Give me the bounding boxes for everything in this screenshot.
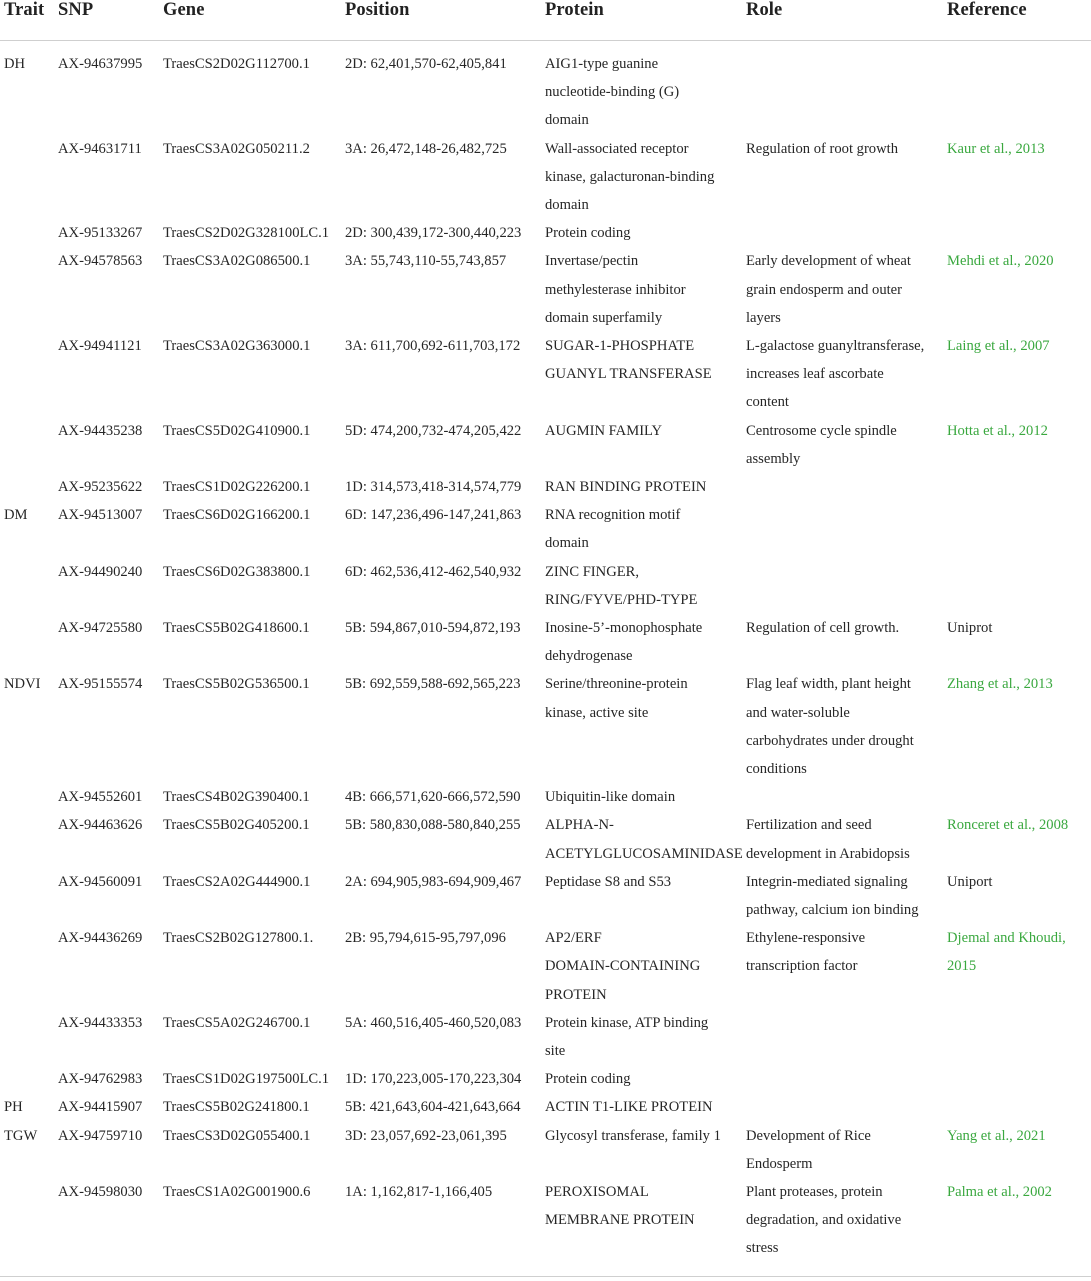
header-gene: Gene (163, 0, 205, 20)
protein-cell-line: Ubiquitin-like domain (545, 789, 676, 806)
protein-cell-line: ZINC FINGER, (545, 563, 640, 580)
protein-cell-line: Protein kinase, ATP binding (545, 1014, 709, 1031)
role-cell-line: Ethylene-responsive (746, 930, 866, 947)
trait-cell: TGW (4, 1127, 38, 1144)
protein-cell-line: DOMAIN-CONTAINING (545, 958, 701, 975)
table-row (0, 1178, 1091, 1263)
role-cell-line: increases leaf ascorbate (746, 366, 884, 383)
protein-cell-line: site (545, 1043, 566, 1059)
protein-cell (545, 924, 741, 1009)
snp-cell: AX-94552601 (58, 789, 143, 806)
bottom-rule (0, 1276, 1091, 1277)
protein-cell (545, 811, 741, 867)
table-row (0, 417, 1091, 473)
protein-cell-line: Wall-associated receptor (545, 140, 689, 157)
trait-cell: NDVI (4, 676, 41, 693)
protein-cell-line: PEROXISOMAL (545, 1184, 649, 1200)
trait-cell: DM (4, 507, 28, 524)
position-cell: 3A: 55,743,110-55,743,857 (345, 253, 507, 270)
protein-cell-line: RING/FYVE/PHD-TYPE (545, 591, 698, 608)
protein-cell (545, 1065, 741, 1093)
protein-cell-line: GUANYL TRANSFERASE (545, 366, 712, 383)
snp-cell: AX-94435238 (58, 422, 143, 439)
header-role: Role (746, 0, 783, 20)
gene-cell: TraesCS6D02G383800.1 (163, 563, 311, 580)
role-cell (746, 135, 942, 163)
reference-cell[interactable]: Mehdi et al., 2020 (947, 253, 1054, 270)
table-row (0, 924, 1091, 1009)
protein-cell-line: MEMBRANE PROTEIN (545, 1212, 695, 1229)
table-row (0, 50, 1091, 135)
snp-cell: AX-94759710 (58, 1127, 143, 1144)
gene-cell: TraesCS1D02G226200.1 (163, 479, 311, 495)
snp-cell: AX-94513007 (58, 507, 143, 524)
role-cell (746, 417, 942, 473)
header-snp: SNP (58, 0, 94, 20)
protein-cell-line: Glycosyl transferase, family 1 (545, 1127, 721, 1144)
snp-cell: AX-94598030 (58, 1184, 143, 1200)
protein-cell-line: Serine/threonine-protein (545, 676, 688, 693)
protein-cell (545, 1009, 741, 1065)
protein-cell-line: Inosine-5’-monophosphate (545, 620, 703, 636)
reference-cell[interactable]: Kaur et al., 2013 (947, 140, 1045, 157)
protein-cell (545, 783, 741, 811)
position-cell: 5B: 692,559,588-692,565,223 (345, 676, 521, 693)
protein-cell-line: dehydrogenase (545, 648, 633, 665)
protein-cell (545, 614, 741, 670)
table-row (0, 135, 1091, 220)
protein-cell (545, 247, 741, 332)
table-row (0, 219, 1091, 247)
snp-cell: AX-94433353 (58, 1014, 143, 1031)
position-cell: 2D: 62,401,570-62,405,841 (345, 56, 507, 72)
gene-cell: TraesCS6D02G166200.1 (163, 507, 311, 524)
gene-cell: TraesCS2A02G444900.1 (163, 873, 311, 890)
role-cell-line: Fertilization and seed (746, 817, 872, 834)
reference-cell-line: Djemal and Khoudi, (947, 930, 1066, 947)
gene-cell: TraesCS5A02G246700.1 (163, 1014, 311, 1031)
protein-cell-line: SUGAR-1-PHOSPHATE (545, 338, 695, 354)
position-cell: 4B: 666,571,620-666,572,590 (345, 789, 521, 806)
gene-cell: TraesCS2D02G328100LC.1 (163, 225, 330, 242)
role-cell (746, 868, 942, 924)
protein-cell-line: nucleotide-binding (G) (545, 84, 680, 101)
role-cell-line: stress (746, 1240, 779, 1257)
protein-cell-line: methylesterase inhibitor (545, 281, 686, 298)
gene-cell: TraesCS5B02G405200.1 (163, 817, 310, 834)
role-cell-line: layers (746, 309, 781, 326)
trait-cell: PH (4, 1099, 23, 1116)
role-cell-line: degradation, and oxidative (746, 1212, 902, 1229)
table-row (0, 614, 1091, 670)
protein-cell-line: domain (545, 112, 589, 129)
role-cell-line: Regulation of cell growth. (746, 620, 900, 636)
table-row (0, 783, 1091, 811)
snp-cell: AX-95235622 (58, 479, 143, 495)
table-header (0, 0, 1091, 41)
protein-cell-line: AUGMIN FAMILY (545, 422, 663, 439)
reference-cell[interactable]: Zhang et al., 2013 (947, 676, 1053, 693)
role-cell-line: carbohydrates under drought (746, 732, 914, 749)
protein-cell-line: domain (545, 197, 589, 213)
protein-cell (545, 473, 741, 501)
table-row (0, 473, 1091, 501)
snp-cell: AX-95133267 (58, 225, 143, 242)
protein-cell (545, 135, 741, 220)
protein-cell-line: ALPHA-N- (545, 817, 614, 834)
role-cell-line: Regulation of root growth (746, 140, 898, 157)
protein-cell-line: kinase, galacturonan-binding (545, 168, 715, 185)
role-cell-line: Development of Rice (746, 1127, 871, 1144)
protein-cell-line: domain (545, 535, 589, 552)
gene-cell: TraesCS5B02G241800.1 (163, 1099, 310, 1116)
protein-cell-line: domain superfamily (545, 309, 663, 326)
role-cell (746, 1122, 942, 1178)
protein-cell-line: Invertase/pectin (545, 253, 639, 270)
protein-cell-line: AIG1-type guanine (545, 56, 659, 72)
protein-cell (545, 670, 741, 726)
table-row (0, 1065, 1091, 1093)
table-row (0, 670, 1091, 783)
gene-cell: TraesCS5B02G536500.1 (163, 676, 310, 693)
gene-cell: TraesCS1D02G197500LC.1 (163, 1071, 330, 1088)
role-cell-line: Integrin-mediated signaling (746, 873, 908, 890)
snp-cell: AX-94463626 (58, 817, 143, 834)
table-row (0, 332, 1091, 417)
position-cell: 5B: 594,867,010-594,872,193 (345, 620, 521, 636)
protein-cell (545, 50, 741, 135)
role-cell (746, 924, 942, 980)
protein-cell-line: AP2/ERF (545, 930, 602, 947)
protein-cell-line: kinase, active site (545, 704, 649, 721)
reference-cell[interactable] (947, 924, 1087, 980)
protein-cell (545, 501, 741, 557)
snp-cell: AX-94436269 (58, 930, 143, 947)
position-cell: 6D: 462,536,412-462,540,932 (345, 563, 522, 580)
protein-cell-line: Protein coding (545, 1071, 631, 1088)
reference-cell[interactable]: Ronceret et al., 2008 (947, 817, 1069, 834)
position-cell: 3A: 611,700,692-611,703,172 (345, 338, 521, 354)
gene-cell: TraesCS3A02G086500.1 (163, 253, 311, 270)
role-cell-line: Early development of wheat (746, 253, 911, 270)
role-cell (746, 247, 942, 332)
gene-cell: TraesCS1A02G001900.6 (163, 1184, 311, 1200)
role-cell-line: grain endosperm and outer (746, 281, 903, 298)
header-position: Position (345, 0, 410, 20)
protein-cell (545, 868, 741, 896)
snp-cell: AX-94637995 (58, 56, 143, 72)
snp-cell: AX-94415907 (58, 1099, 143, 1116)
table-row (0, 811, 1091, 867)
reference-cell: Uniport (947, 873, 993, 890)
position-cell: 6D: 147,236,496-147,241,863 (345, 507, 522, 524)
snp-cell: AX-94578563 (58, 253, 143, 270)
protein-cell (545, 332, 741, 388)
position-cell: 1D: 170,223,005-170,223,304 (345, 1071, 522, 1088)
snp-cell: AX-94762983 (58, 1071, 143, 1088)
role-cell (746, 811, 942, 867)
role-cell-line: assembly (746, 450, 801, 467)
snp-cell: AX-95155574 (58, 676, 143, 693)
gene-cell: TraesCS3A02G363000.1 (163, 338, 311, 354)
position-cell: 1D: 314,573,418-314,574,779 (345, 479, 522, 495)
gene-cell: TraesCS5B02G418600.1 (163, 620, 310, 636)
reference-cell: Uniprot (947, 620, 993, 636)
protein-cell-line: ACETYLGLUCOSAMINIDASE (545, 845, 743, 862)
reference-cell[interactable]: Laing et al., 2007 (947, 338, 1050, 354)
role-cell-line: Plant proteases, protein (746, 1184, 883, 1200)
snp-cell: AX-94560091 (58, 873, 143, 890)
position-cell: 1A: 1,162,817-1,166,405 (345, 1184, 493, 1200)
table-row (0, 558, 1091, 614)
role-cell-line: L-galactose guanyltransferase, (746, 338, 925, 354)
header-trait: Trait (4, 0, 45, 20)
reference-cell-line: 2015 (947, 958, 977, 975)
protein-cell-line: ACTIN T1-LIKE PROTEIN (545, 1099, 713, 1116)
role-cell-line: and water-soluble (746, 704, 850, 721)
table-row (0, 1093, 1091, 1121)
position-cell: 2B: 95,794,615-95,797,096 (345, 930, 506, 947)
role-cell-line: conditions (746, 761, 807, 777)
table-row (0, 868, 1091, 924)
reference-cell[interactable]: Hotta et al., 2012 (947, 422, 1048, 439)
position-cell: 2D: 300,439,172-300,440,223 (345, 225, 522, 242)
protein-cell-line: RNA recognition motif (545, 507, 681, 524)
snp-cell: AX-94725580 (58, 620, 143, 636)
snp-cell: AX-94490240 (58, 563, 143, 580)
role-cell-line: Endosperm (746, 1155, 813, 1172)
role-cell-line: Flag leaf width, plant height (746, 676, 911, 693)
role-cell (746, 614, 942, 642)
gene-cell: TraesCS5D02G410900.1 (163, 422, 311, 439)
role-cell-line: content (746, 394, 789, 411)
table-row (0, 501, 1091, 557)
gene-cell: TraesCS4B02G390400.1 (163, 789, 310, 806)
protein-cell-line: RAN BINDING PROTEIN (545, 479, 707, 495)
position-cell: 3D: 23,057,692-23,061,395 (345, 1127, 507, 1144)
gene-cell: TraesCS2D02G112700.1 (163, 56, 310, 72)
role-cell-line: development in Arabidopsis (746, 845, 910, 862)
protein-cell (545, 1093, 741, 1121)
role-cell (746, 1178, 942, 1263)
protein-cell-line: Peptidase S8 and S53 (545, 873, 672, 890)
role-cell-line: transcription factor (746, 958, 858, 975)
protein-cell (545, 1122, 741, 1150)
protein-cell-line: Protein coding (545, 225, 631, 242)
position-cell: 5A: 460,516,405-460,520,083 (345, 1014, 522, 1031)
role-cell-line: pathway, calcium ion binding (746, 902, 919, 918)
position-cell: 3A: 26,472,148-26,482,725 (345, 140, 507, 157)
snp-cell: AX-94941121 (58, 338, 142, 354)
gene-cell: TraesCS3A02G050211.2 (163, 140, 310, 157)
position-cell: 2A: 694,905,983-694,909,467 (345, 873, 522, 890)
position-cell: 5B: 421,643,604-421,643,664 (345, 1099, 521, 1116)
reference-cell[interactable]: Palma et al., 2002 (947, 1184, 1052, 1200)
gene-cell: TraesCS3D02G055400.1 (163, 1127, 311, 1144)
protein-cell (545, 417, 741, 445)
protein-cell (545, 558, 741, 614)
protein-cell (545, 219, 741, 247)
reference-cell[interactable]: Yang et al., 2021 (947, 1127, 1046, 1144)
position-cell: 5B: 580,830,088-580,840,255 (345, 817, 521, 834)
table-row (0, 1009, 1091, 1065)
gene-cell: TraesCS2B02G127800.1. (163, 930, 314, 947)
snp-cell: AX-94631711 (58, 140, 142, 157)
table-row (0, 247, 1091, 332)
header-protein: Protein (545, 0, 604, 20)
table-row (0, 1122, 1091, 1178)
trait-cell: DH (4, 56, 26, 72)
position-cell: 5D: 474,200,732-474,205,422 (345, 422, 522, 439)
role-cell (746, 332, 942, 417)
role-cell (746, 670, 942, 783)
protein-cell-line: PROTEIN (545, 986, 607, 1003)
protein-cell (545, 1178, 741, 1234)
header-reference: Reference (947, 0, 1027, 20)
role-cell-line: Centrosome cycle spindle (746, 422, 897, 439)
